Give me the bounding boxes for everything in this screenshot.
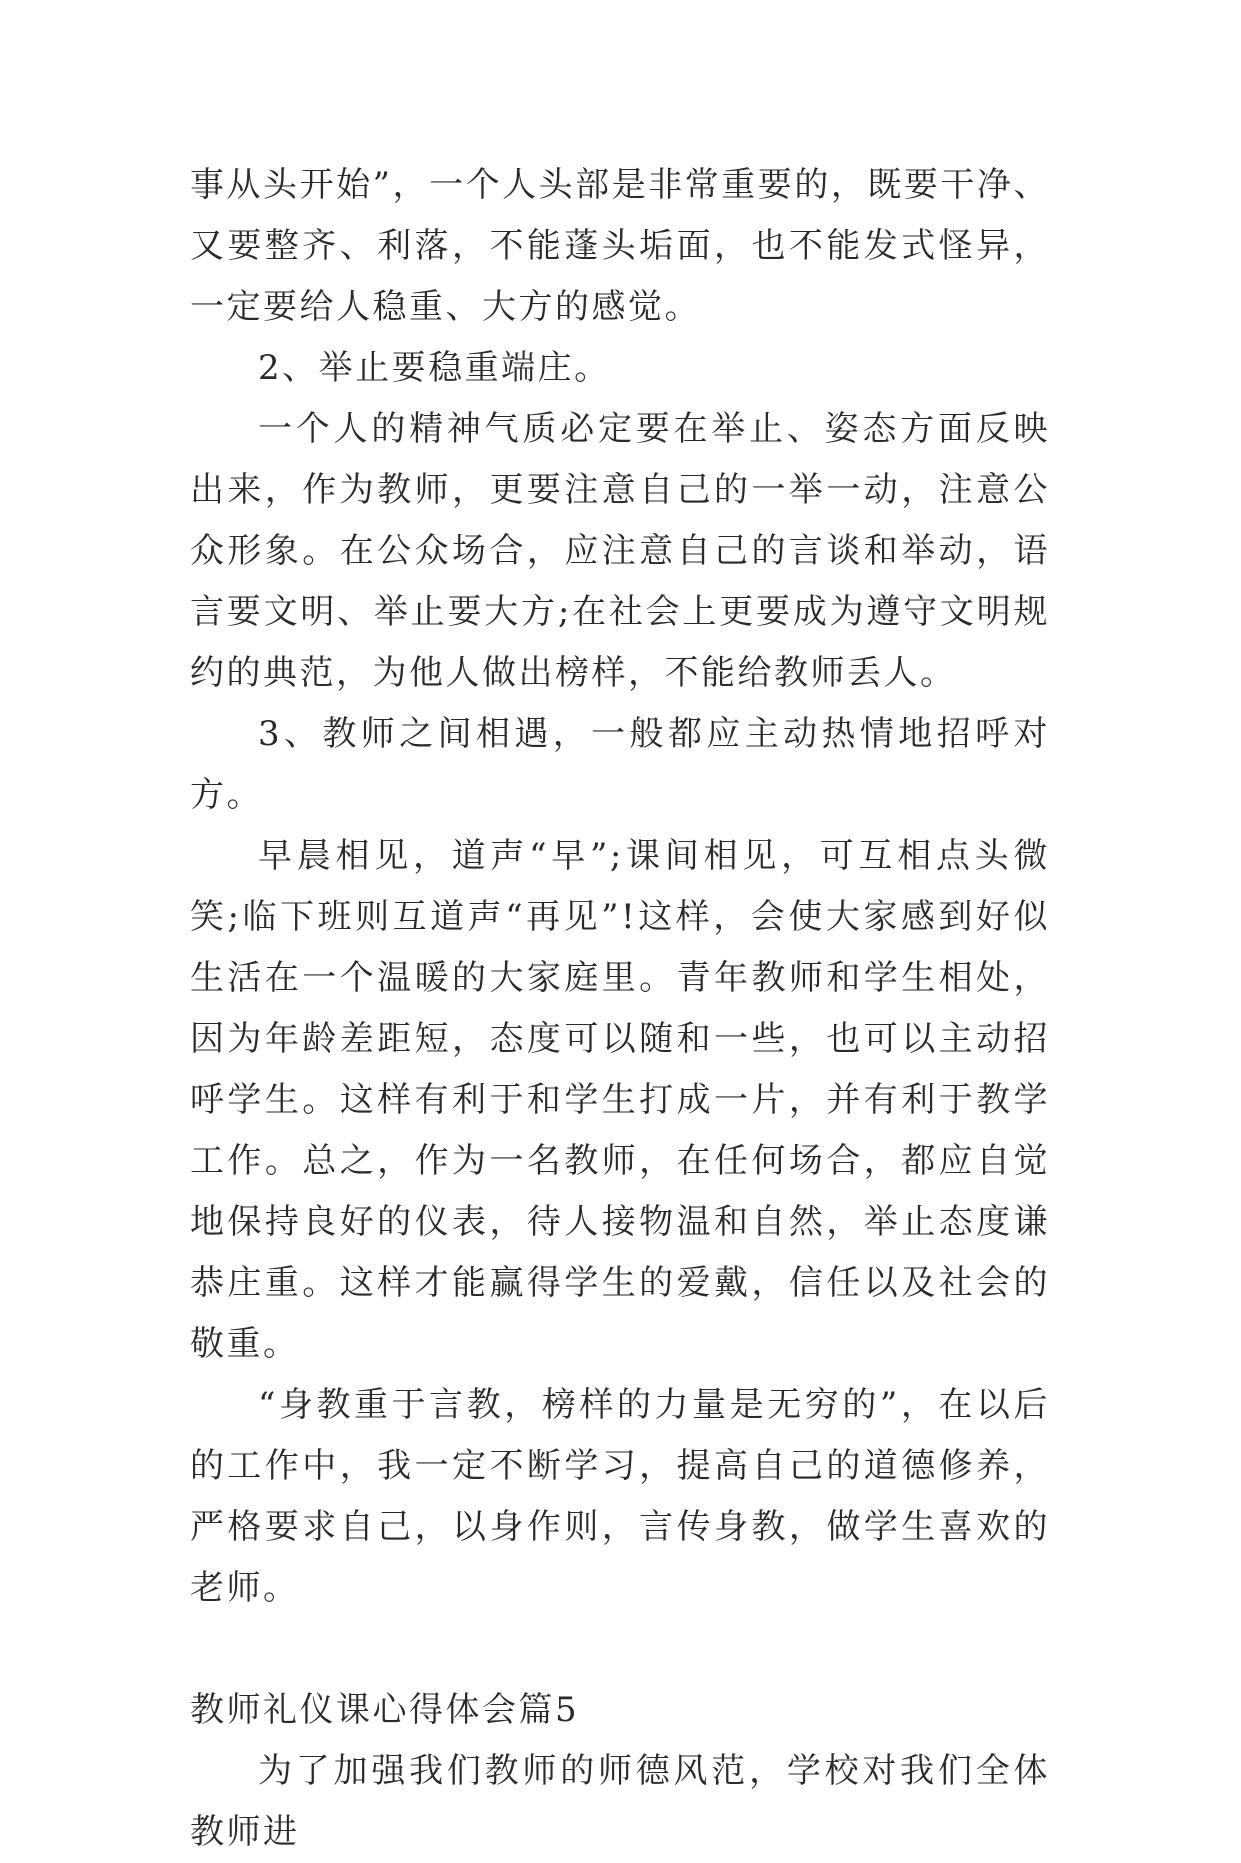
paragraph-hair-appearance: 事从头开始”，一个人头部是非常重要的，既要干净、又要整齐、利落，不能蓬头垢面，也不能发式怪异，一定要给人稳重、大方的感觉。 (190, 165, 1050, 327)
paragraph-item-3-title: 3、教师之间相遇，一般都应主动热情地招呼对方。 (190, 714, 1050, 815)
paragraph-item-2-title: 2、举止要稳重端庄。 (258, 348, 611, 388)
paragraph-conclusion: “身教重于言教，榜样的力量是无穷的”，在以后的工作中，我一定不断学习，提高自己的道德修养，严格要求自己，以身作则，言传身教，做学生喜欢的老师。 (190, 1385, 1050, 1608)
paragraph-greetings: 早晨相见，道声“早”;课间相见，可互相点头微笑;临下班则互道声“再见”!这样，会使大家感到好似生活在一个温暖的大家庭里。青年教师和学生相处，因为年龄差距短，态度可以随和一些，也可以主动招呼学生。这样有利于和学生打成一片，并有利于教学工作。总之，作为一名教师，在任何场合，都应自觉地保持良好的仪表，待人接物温和自然，举止态度谦恭庄重。这样才能赢得学生的爱戴，信任以及社会的敬重。 (190, 836, 1050, 1364)
paragraph-demeanor: 一个人的精神气质必定要在举止、姿态方面反映出来，作为教师，更要注意自己的一举一动，注意公众形象。在公众场合，应注意自己的言谈和举动，语言要文明、举止要大方;在社会上更要成为遵守文明规约的典范，为他人做出榜样，不能给教师丢人。 (190, 409, 1050, 693)
paragraph-next-section: 为了加强我们教师的师德风范，学校对我们全体教师进 (190, 1751, 1050, 1852)
section-heading: 教师礼仪课心得体会篇5 (190, 1690, 580, 1730)
document-body (190, 155, 1050, 1863)
